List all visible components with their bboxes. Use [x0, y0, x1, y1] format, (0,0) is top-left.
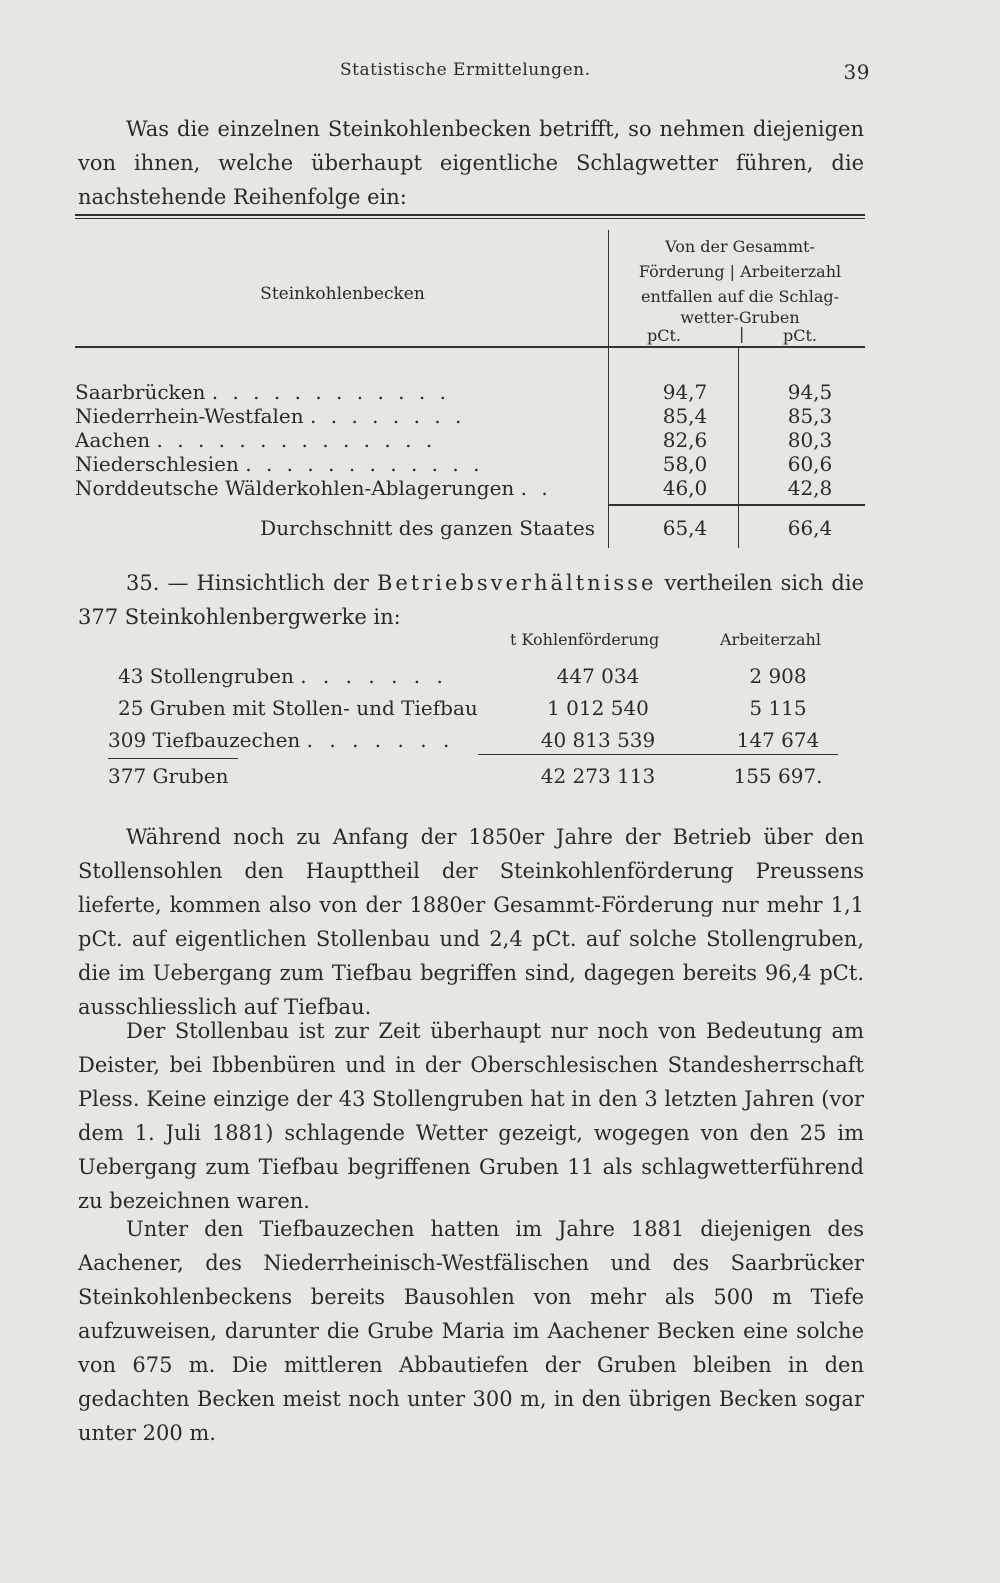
row-arbeiter: 2 908: [749, 664, 807, 688]
share-header-line3: entfallen auf die Schlag-: [640, 287, 840, 306]
table-row: Niederschlesien . . . . . . . . . . . . 58,0 60,6: [75, 452, 865, 482]
table-top-rule-thin: [75, 218, 865, 219]
unit-pct-1: pCt.: [647, 326, 681, 345]
average-foerderung: 65,4: [662, 516, 708, 540]
share-sub-arbeiter: Arbeiterzahl: [740, 262, 842, 281]
table-row: Saarbrücken . . . . . . . . . . . . 94,7 94,5: [75, 380, 865, 410]
table-row: Niederrhein-Westfalen . . . . . . . . 85,4 85,3: [75, 404, 865, 434]
total-rule-left: [108, 758, 238, 759]
share-header-line1: Von der Gesammt-: [665, 237, 815, 256]
column-header-foerderung: t Kohlenförderung: [510, 630, 660, 649]
body-paragraph: Unter den Tiefbauzechen hatten im Jahre 1881 diejenigen des Aachener, des Niederrheinisch-Westfälischen und des Saarbrücker Steinkohlenbeckens bereits Bausohlen von mehr als 500 m Tiefe aufzuweisen, darunter die Grube Maria im Aachener Becken eine solche von 675 m. Die mittleren Abbautiefen der Gruben bleiben in den gedachten Becken meist noch unter 300 m, in den übrigen Becken sogar unter 200 m.: [78, 1217, 864, 1445]
row-arbeiter: 5 115: [749, 696, 807, 720]
table-top-rule: [75, 214, 865, 216]
row-label: 43 Stollengruben: [118, 664, 294, 688]
basin-name: Niederrhein-Westfalen: [75, 404, 304, 428]
table-row: Aachen . . . . . . . . . . . . . . 82,6 80,3: [75, 428, 865, 458]
page-number: 39: [843, 60, 870, 84]
column-header-share: Von der Gesammt- Förderung | Arbeiterzahl entfallen auf die Schlag- wetter-Gruben pCt. | pCt.: [615, 234, 865, 347]
value-arbeiter: 60,6: [787, 452, 833, 476]
value-arbeiter: 85,3: [787, 404, 833, 428]
share-header-line2: Förderung | Arbeiterzahl: [638, 262, 842, 281]
value-arbeiter: 80,3: [787, 428, 833, 452]
operations-table: [78, 630, 868, 810]
total-rule-right: [478, 754, 838, 755]
value-foerderung: 94,7: [662, 380, 708, 404]
basin-name: Aachen: [75, 428, 151, 452]
value-arbeiter: 94,5: [787, 380, 833, 404]
value-foerderung: 82,6: [662, 428, 708, 452]
unit-pct-2: pCt.: [783, 326, 817, 345]
row-label: 309 Tiefbauzechen: [108, 728, 301, 752]
basin-name: Niederschlesien: [75, 452, 239, 476]
row-foerderung: 447 034: [556, 664, 640, 688]
value-foerderung: 85,4: [662, 404, 708, 428]
section-number: 35.: [126, 571, 160, 595]
coal-basin-table: [75, 214, 865, 554]
share-sub-foerderung: Förderung: [638, 262, 725, 281]
basin-name: Norddeutsche Wälderkohlen-Ablagerungen: [75, 476, 515, 500]
basin-name: Saarbrücken: [75, 380, 206, 404]
total-foerderung: 42 273 113: [540, 764, 656, 788]
column-header-basin: Steinkohlenbecken: [260, 284, 425, 304]
total-label: 377 Gruben: [108, 764, 229, 788]
total-arbeiter: 155 697.: [733, 764, 823, 788]
sum-rule: [608, 504, 865, 506]
header-bottom-rule: [75, 346, 865, 348]
total-row: [78, 764, 868, 796]
intro-paragraph: Was die einzelnen Steinkohlenbecken betrifft, so nehmen diejenigen von ihnen, welche überhaupt eigentliche Schlagwetter führen, die nachstehende Reihenfolge ein:: [78, 117, 864, 209]
table-row: [78, 696, 868, 728]
spaced-emphasis: Betriebsverhältnisse: [376, 571, 657, 595]
row-foerderung: 40 813 539: [540, 728, 656, 752]
row-label: 25 Gruben mit Stollen- und Tiefbau: [118, 696, 478, 720]
value-foerderung: 58,0: [662, 452, 708, 476]
row-foerderung: 1 012 540: [547, 696, 649, 720]
share-header-line4: wetter-Gruben: [680, 308, 800, 327]
average-arbeiter: 66,4: [787, 516, 833, 540]
running-title: Statistische Ermittelungen.: [340, 60, 591, 80]
average-label: Durchschnitt des ganzen Staates: [260, 516, 595, 540]
value-foerderung: 46,0: [662, 476, 708, 500]
row-arbeiter: 147 674: [736, 728, 820, 752]
average-row: [75, 516, 865, 546]
body-paragraph: Während noch zu Anfang der 1850er Jahre der Betrieb über den Stollensohlen den Haupttheil der Steinkohlenförderung Preussens lieferte, kommen also von der 1880er Gesammt-Förderung nur mehr 1,1 pCt. auf eigentlichen Stollenbau und 2,4 pCt. auf solche Stollengruben, die im Uebergang zum Tiefbau begriffen sind, dagegen bereits 96,4 pCt. ausschliesslich auf Tiefbau.: [78, 825, 864, 1019]
table-row: 43 Stollengruben . . . . . . . 447 034 2 908: [78, 664, 868, 696]
value-arbeiter: 42,8: [787, 476, 833, 500]
table-row: Norddeutsche Wälderkohlen-Ablagerungen . . 46,0 42,8: [75, 476, 865, 506]
table-row: 309 Tiefbauzechen . . . . . . . 40 813 539 147 674: [78, 728, 868, 760]
column-header-arbeiter: Arbeiterzahl: [720, 630, 821, 649]
body-paragraph: Der Stollenbau ist zur Zeit überhaupt nur noch von Bedeutung am Deister, bei Ibbenbüren und in der Oberschlesischen Standesherrschaft Pless. Keine einzige der 43 Stollengruben hat in den 3 letzten Jahren (vor dem 1. Juli 1881) schlagende Wetter gezeigt, wogegen von den 25 im Uebergang zum Tiefbau begriffenen Gruben 11 als schlagwetterführend zu bezeichnen waren.: [78, 1019, 864, 1213]
section-35-paragraph: 35. — Hinsichtlich der Betriebsverhältnisse vertheilen sich die 377 Steinkohlenbergwerke in:: [78, 571, 864, 629]
